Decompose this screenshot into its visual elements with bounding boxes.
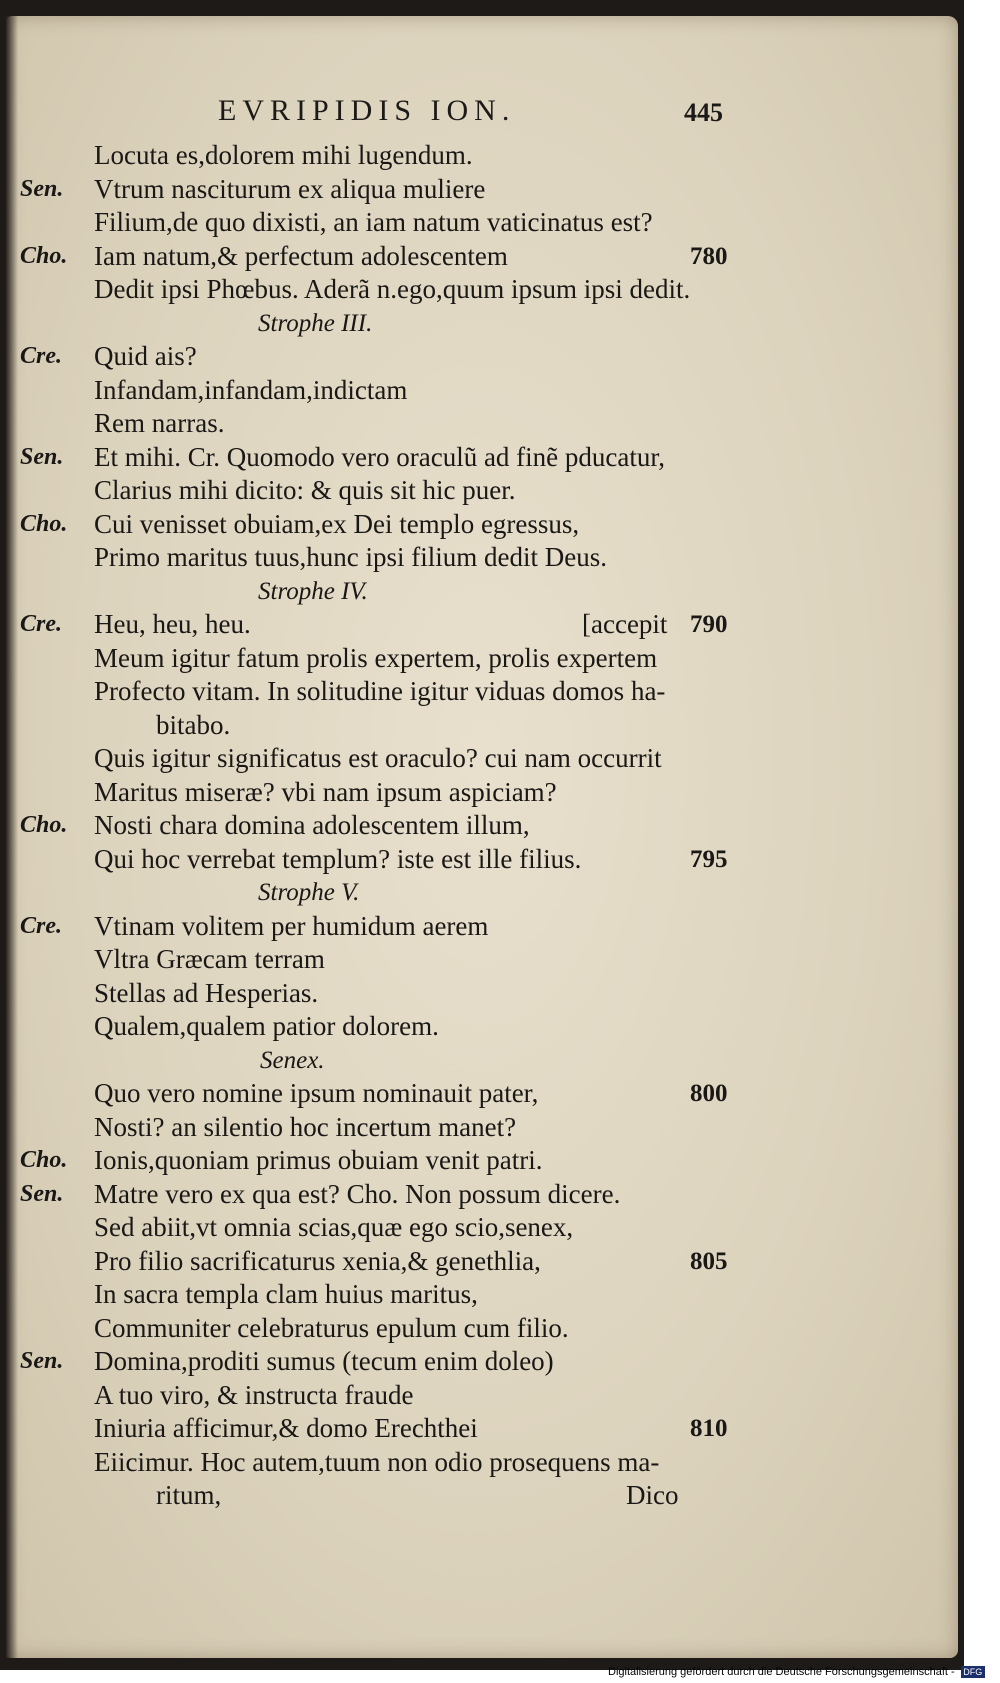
line-number: 800: [690, 1080, 728, 1107]
verse-line: [6, 776, 958, 810]
verse-line: [6, 977, 958, 1011]
verse-text: Rem narras.: [94, 408, 225, 438]
verse-text: Quid ais?: [94, 341, 197, 371]
verse-text: Primo maritus tuus,hunc ipsi filium dedit Deus.: [94, 542, 607, 572]
line-number: 790: [690, 611, 728, 638]
verse-line: [6, 1144, 958, 1178]
verse-line: [6, 675, 958, 709]
verse-text: Filium,de quo dixisti, an iam natum vaticinatus est?: [94, 207, 653, 237]
verse-line: [6, 1345, 958, 1379]
verse-text: Qualem,qualem patior dolorem.: [94, 1011, 439, 1041]
verse-line: [6, 206, 958, 240]
verse-text: Quis igitur significatus est oraculo? cui nam occurrit: [94, 743, 662, 773]
verse-text: Iniuria afficimur,& domo Erechthei: [94, 1413, 478, 1443]
verse-line: [6, 1412, 958, 1446]
verse-line: [6, 1446, 958, 1480]
verse-text: Ionis,quoniam primus obuiam venit patri.: [94, 1145, 543, 1175]
verse-text: Profecto vitam. In solitudine igitur viduas domos ha-: [94, 676, 666, 706]
verse-text: Infandam,infandam,indictam: [94, 374, 408, 405]
speaker-label: Cre.: [20, 343, 62, 369]
verse-text: Locuta es,dolorem mihi lugendum.: [94, 140, 473, 170]
verse-text: Heu, heu, heu.: [94, 609, 251, 639]
speaker-label: Sen.: [20, 1180, 64, 1207]
verse-line: [6, 508, 958, 542]
verse-text: Stellas ad Hesperias.: [94, 977, 319, 1008]
verse-line: [6, 1479, 958, 1513]
verse-text: In sacra templa clam huius maritus,: [94, 1279, 478, 1309]
verse-line: [6, 742, 958, 776]
speaker-label: Cho.: [20, 812, 68, 838]
speaker-label: Sen.: [20, 1348, 64, 1374]
verse-line: [6, 1278, 958, 1312]
speaker-label: Cho.: [20, 242, 68, 269]
section-heading: Senex.: [260, 1046, 325, 1074]
verse-line: [6, 273, 958, 307]
verse-line: [6, 407, 958, 441]
book-page: [6, 16, 958, 1658]
line-number: 810: [690, 1415, 728, 1442]
verse-line: [6, 1178, 958, 1212]
verse-text: ritum,: [156, 1480, 222, 1510]
verse-text: Eiicimur. Hoc autem,tuum non odio prosequens ma-: [94, 1446, 660, 1477]
verse-text: Matre vero ex qua est? Cho. Non possum dicere.: [94, 1178, 621, 1209]
verse-text: Vtrum nasciturum ex aliqua muliere: [94, 173, 486, 204]
speaker-label: Cho.: [20, 1147, 68, 1173]
verse-line: [6, 943, 958, 977]
line-number: 805: [690, 1247, 728, 1275]
dfg-logo-icon: DFG: [961, 1666, 985, 1678]
verse-line: [6, 608, 958, 642]
verse-line: [6, 1044, 958, 1078]
verse-line: [6, 843, 958, 877]
verse-text: Dedit ipsi Phœbus. Aderã n.ego,quum ipsum ipsi dedit.: [94, 274, 691, 304]
speaker-label: Cre.: [20, 912, 62, 939]
verse-line: [6, 876, 958, 910]
verse-text: Sed abiit,vt omnia scias,quæ ego scio,senex,: [94, 1212, 574, 1242]
verse-line: [6, 642, 958, 676]
line-number: 780: [690, 242, 728, 270]
verse-text: Vtinam volitem per humidum aerem: [94, 910, 489, 941]
verse-text: bitabo.: [156, 709, 231, 740]
verse-line: [6, 575, 958, 609]
verse-text: Nosti chara domina adolescentem illum,: [94, 810, 530, 840]
verse-text: Nosti? an silentio hoc incertum manet?: [94, 1111, 517, 1142]
verse-text: A tuo viro, & instructa fraude: [94, 1379, 414, 1410]
verse-text: Meum igitur fatum prolis expertem, prolis expertem: [94, 642, 658, 673]
verse-line: [6, 1211, 958, 1245]
footer-credit-text: Digitalisierung gefördert durch die Deutsche Forschungsgemeinschaft -: [608, 1666, 955, 1678]
verse-line: [6, 173, 958, 207]
page-header: [6, 94, 958, 134]
verse-line: [6, 1111, 958, 1145]
footer-credit: [608, 1666, 985, 1678]
verse-line: [6, 910, 958, 944]
section-heading: Strophe IV.: [258, 577, 368, 605]
verse-text: Maritus miseræ? vbi nam ipsum aspiciam?: [94, 776, 557, 807]
verse-line: [6, 240, 958, 274]
verse-line: [6, 1010, 958, 1044]
catchword: [accepit: [582, 609, 668, 639]
verse-line: [6, 541, 958, 575]
verse-text: Iam natum,& perfectum adolescentem: [94, 240, 508, 271]
verse-text: Domina,proditi sumus (tecum enim doleo): [94, 1346, 554, 1376]
speaker-label: Cho.: [20, 510, 68, 537]
verse-line: [6, 709, 958, 743]
verse-line: [6, 340, 958, 374]
verse-text: Quo vero nomine ipsum nominauit pater,: [94, 1078, 539, 1108]
section-heading: Strophe V.: [258, 879, 360, 906]
verse-text: Clarius mihi dicito: & quis sit hic puer.: [94, 475, 516, 505]
verse-line: [6, 307, 958, 341]
verse-line: [6, 1312, 958, 1346]
verse-line: [6, 374, 958, 408]
verse-line: [6, 1245, 958, 1279]
verse-text: Vltra Græcam terram: [94, 944, 325, 974]
verse-line: [6, 1379, 958, 1413]
verse-text: Et mihi. Cr. Quomodo vero oraculũ ad finẽ pducatur,: [94, 441, 666, 472]
running-title: EVRIPIDIS ION.: [218, 94, 516, 127]
speaker-label: Cre.: [20, 611, 62, 637]
verse-text: Cui venisset obuiam,ex Dei templo egressus,: [94, 508, 580, 539]
catchword: Dico: [626, 1480, 679, 1510]
verse-line: [6, 809, 958, 843]
page-number: 445: [684, 98, 723, 127]
verse-line: [6, 474, 958, 508]
section-heading: Strophe III.: [258, 309, 373, 337]
verse-text-block: [6, 139, 958, 1513]
verse-line: [6, 1077, 958, 1111]
line-number: 795: [690, 845, 728, 873]
verse-text: Communiter celebraturus epulum cum filio.: [94, 1312, 569, 1343]
speaker-label: Sen.: [20, 175, 64, 202]
verse-line: [6, 441, 958, 475]
verse-text: Qui hoc verrebat templum? iste est ille filius.: [94, 843, 582, 874]
verse-line: [6, 139, 958, 173]
speaker-label: Sen.: [20, 443, 64, 470]
verse-text: Pro filio sacrificaturus xenia,& genethlia,: [94, 1245, 541, 1276]
